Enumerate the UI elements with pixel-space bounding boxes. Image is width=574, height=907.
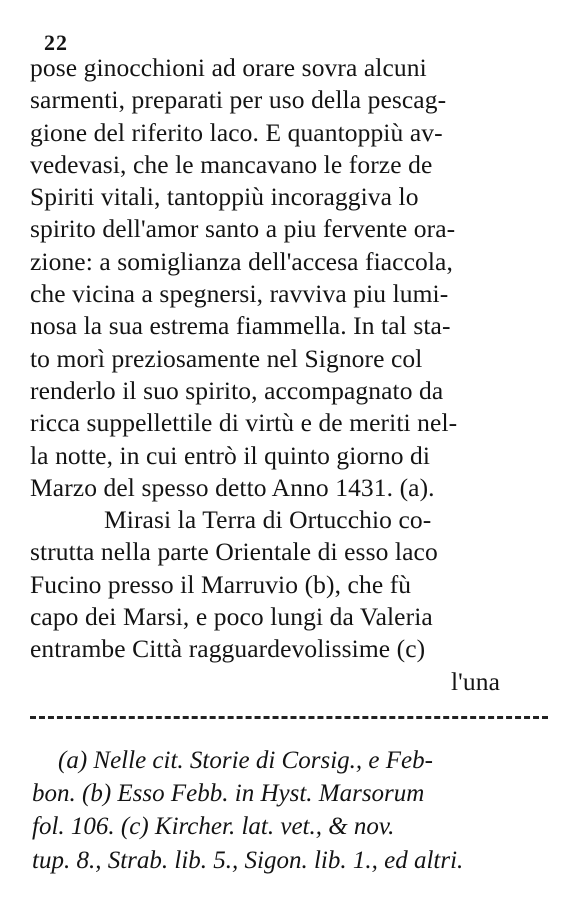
footnote-text: bon. (b) Esso Febb. in Hyst. Marsorum: [32, 780, 425, 808]
text-line: nosa la sua estrema fiammella. In tal sta-: [30, 311, 451, 341]
footnote-line: [32, 777, 552, 810]
text-line: Spiriti vitali, tantoppiù incoraggiva lo: [30, 182, 419, 212]
text-line: capo dei Marsi, e poco lungi da Valeria: [30, 602, 433, 632]
text-line: sarmenti, preparati per uso della pescag-: [30, 85, 447, 115]
text-line: che vicina a spegnersi, ravviva piu lumi-: [30, 279, 449, 309]
paragraph-start-line: Mirasi la Terra di Ortucchio co-: [104, 505, 432, 535]
footnote-line: [32, 810, 552, 843]
footnote-text: (a) Nelle cit. Storie di Corsig., e Feb-: [58, 747, 433, 774]
footnote-divider: [30, 716, 548, 719]
text-line: entrambe Città ragguardevolissime (c): [30, 634, 426, 664]
text-line: Marzo del spesso detto Anno 1431. (a).: [30, 472, 435, 502]
footnote-text: tup. 8., Strab. lib. 5., Sigon. lib. 1., ed altri.: [32, 846, 464, 874]
body-text: [30, 52, 550, 698]
text-line: zione: a somiglianza dell'accesa fiaccola,: [30, 246, 453, 276]
text-line: to morì preziosamente nel Signore col: [30, 343, 423, 373]
text-line: vedevasi, che le mancavano le forze de: [30, 149, 433, 179]
footnotes: [32, 744, 552, 877]
text-line: pose ginocchioni ad orare sovra alcuni: [30, 53, 427, 82]
catchword: l'una: [451, 666, 500, 696]
footnote-line: [32, 744, 552, 777]
text-line: renderlo il suo spirito, accompagnato da: [30, 375, 444, 405]
text-line: Fucino presso il Marruvio (b), che fù: [30, 569, 412, 599]
footnote-text: fol. 106. (c) Kircher. lat. vet., & nov.: [32, 813, 395, 841]
text-line: gione del riferito laco. E quantoppiù av-: [30, 117, 443, 147]
text-line: spirito dell'amor santo a piu fervente ora-: [30, 214, 456, 244]
footnote-line: [32, 844, 552, 877]
text-line: ricca suppellettile di virtù e de meriti nel-: [30, 408, 458, 438]
page-number: 22: [44, 30, 68, 55]
text-line: strutta nella parte Orientale di esso laco: [30, 537, 438, 567]
text-line: la notte, in cui entrò il quinto giorno di: [30, 440, 431, 470]
